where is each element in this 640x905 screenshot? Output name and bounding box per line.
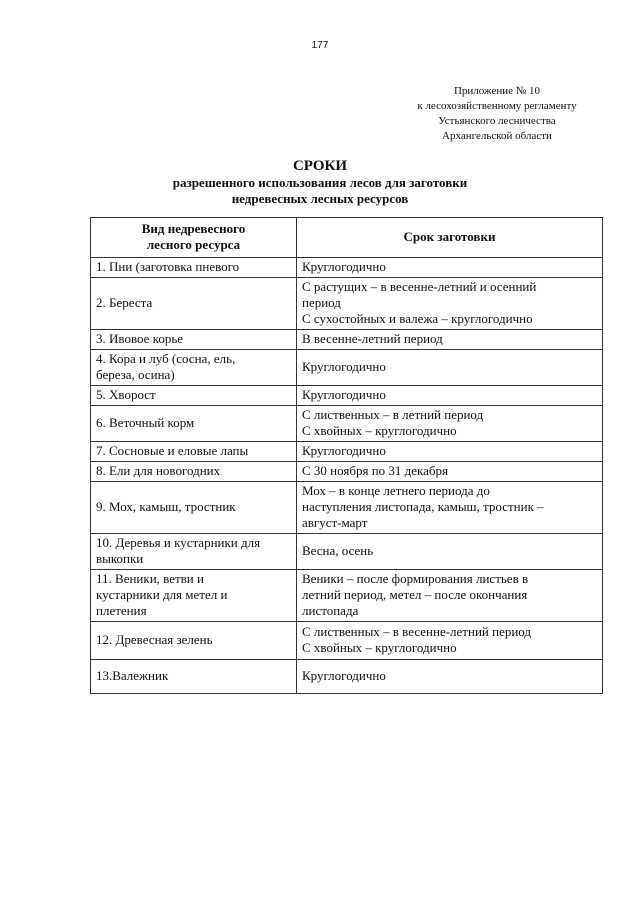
cell-resource-type [91, 406, 297, 442]
table-row [91, 534, 603, 570]
cell-line: 4. Кора и луб (сосна, ель, [96, 351, 236, 366]
cell-line: 11. Веники, ветви и [96, 571, 204, 586]
header-resource-type [91, 218, 297, 258]
cell-line: плетения [96, 603, 147, 618]
document-subtitle [0, 175, 640, 207]
cell-line: 2. Береста [96, 295, 153, 310]
cell-harvest-period [297, 386, 603, 406]
cell-resource-type [91, 660, 297, 694]
header-line: Вид недревесного [141, 221, 246, 236]
cell-line: 8. Ели для новогодних [96, 463, 221, 478]
table-row [91, 330, 603, 350]
cell-line: выкопки [96, 551, 144, 566]
cell-line: С хвойных – круглогодично [302, 640, 457, 655]
cell-line: 7. Сосновые и еловые лапы [96, 443, 249, 458]
table-header-row [91, 218, 603, 258]
table-row [91, 660, 603, 694]
subtitle-line: недревесных лесных ресурсов [231, 191, 409, 206]
cell-line: Круглогодично [302, 443, 386, 458]
cell-line: В весенне-летний период [302, 331, 443, 346]
appendix-line: Архангельской области [442, 130, 552, 142]
cell-line: С лиственных – в летний период [302, 407, 484, 422]
cell-line: 13.Валежник [96, 668, 169, 683]
page-number: 177 [311, 40, 329, 51]
document-title: СРОКИ [292, 158, 348, 174]
cell-harvest-period [297, 462, 603, 482]
cell-line: С лиственных – в весенне-летний период [302, 624, 532, 639]
table-row [91, 406, 603, 442]
cell-line: Весна, осень [302, 543, 374, 558]
cell-line: кустарники для метел и [96, 587, 228, 602]
cell-line: Круглогодично [302, 259, 386, 274]
appendix-note [360, 84, 634, 144]
cell-line: наступления листопада, камыш, тростник – [302, 499, 544, 514]
table-row [91, 462, 603, 482]
cell-harvest-period [297, 278, 603, 330]
subtitle-line: разрешенного использования лесов для заготовки [172, 175, 468, 190]
cell-line: 9. Мох, камыш, тростник [96, 499, 236, 514]
header-harvest-period: Срок заготовки [297, 218, 603, 258]
cell-harvest-period [297, 660, 603, 694]
cell-harvest-period [297, 482, 603, 534]
cell-line: С 30 ноября по 31 декабря [302, 463, 449, 478]
appendix-line: Устьянского лесничества [438, 115, 556, 127]
cell-resource-type [91, 350, 297, 386]
cell-harvest-period [297, 350, 603, 386]
cell-line: 6. Веточный корм [96, 415, 195, 430]
table-row [91, 622, 603, 660]
cell-line: Веники – после формирования листьев в [302, 571, 529, 586]
table-row [91, 258, 603, 278]
cell-resource-type [91, 258, 297, 278]
cell-line: летний период, метел – после окончания [302, 587, 528, 602]
cell-line: листопада [302, 603, 359, 618]
cell-harvest-period [297, 258, 603, 278]
table-row [91, 350, 603, 386]
cell-resource-type [91, 622, 297, 660]
cell-line: 1. Пни (заготовка пневого [96, 259, 240, 274]
cell-line: Круглогодично [302, 668, 386, 683]
appendix-line: Приложение № 10 [453, 85, 541, 97]
table-row [91, 386, 603, 406]
cell-line: 12. Древесная зелень [96, 632, 213, 647]
table-row [91, 442, 603, 462]
cell-line: С растущих – в весенне-летний и осенний [302, 279, 537, 294]
cell-line: Круглогодично [302, 387, 386, 402]
cell-line: период [302, 295, 341, 310]
cell-line: 3. Ивовое корье [96, 331, 184, 346]
cell-resource-type [91, 482, 297, 534]
table-row [91, 482, 603, 534]
table-body [91, 258, 603, 694]
cell-line: 10. Деревья и кустарники для [96, 535, 261, 550]
header-line: лесного ресурса [146, 237, 241, 252]
cell-harvest-period [297, 442, 603, 462]
cell-line: Круглогодично [302, 359, 386, 374]
cell-resource-type [91, 330, 297, 350]
cell-resource-type [91, 386, 297, 406]
cell-harvest-period [297, 534, 603, 570]
cell-resource-type [91, 278, 297, 330]
cell-resource-type [91, 570, 297, 622]
cell-harvest-period [297, 622, 603, 660]
cell-harvest-period [297, 570, 603, 622]
cell-line: август-март [302, 515, 368, 530]
cell-harvest-period [297, 406, 603, 442]
cell-line: 5. Хворост [96, 387, 156, 402]
cell-line: береза, осина) [96, 367, 175, 382]
cell-resource-type [91, 462, 297, 482]
cell-line: С сухостойных и валежа – круглогодично [302, 311, 533, 326]
table-row [91, 570, 603, 622]
cell-resource-type [91, 534, 297, 570]
appendix-line: к лесохозяйственному регламенту [417, 100, 577, 112]
cell-line: С хвойных – круглогодично [302, 423, 457, 438]
cell-harvest-period [297, 330, 603, 350]
table-row [91, 278, 603, 330]
cell-resource-type [91, 442, 297, 462]
harvest-periods-table [90, 217, 603, 694]
cell-line: Мох – в конце летнего периода до [302, 483, 490, 498]
